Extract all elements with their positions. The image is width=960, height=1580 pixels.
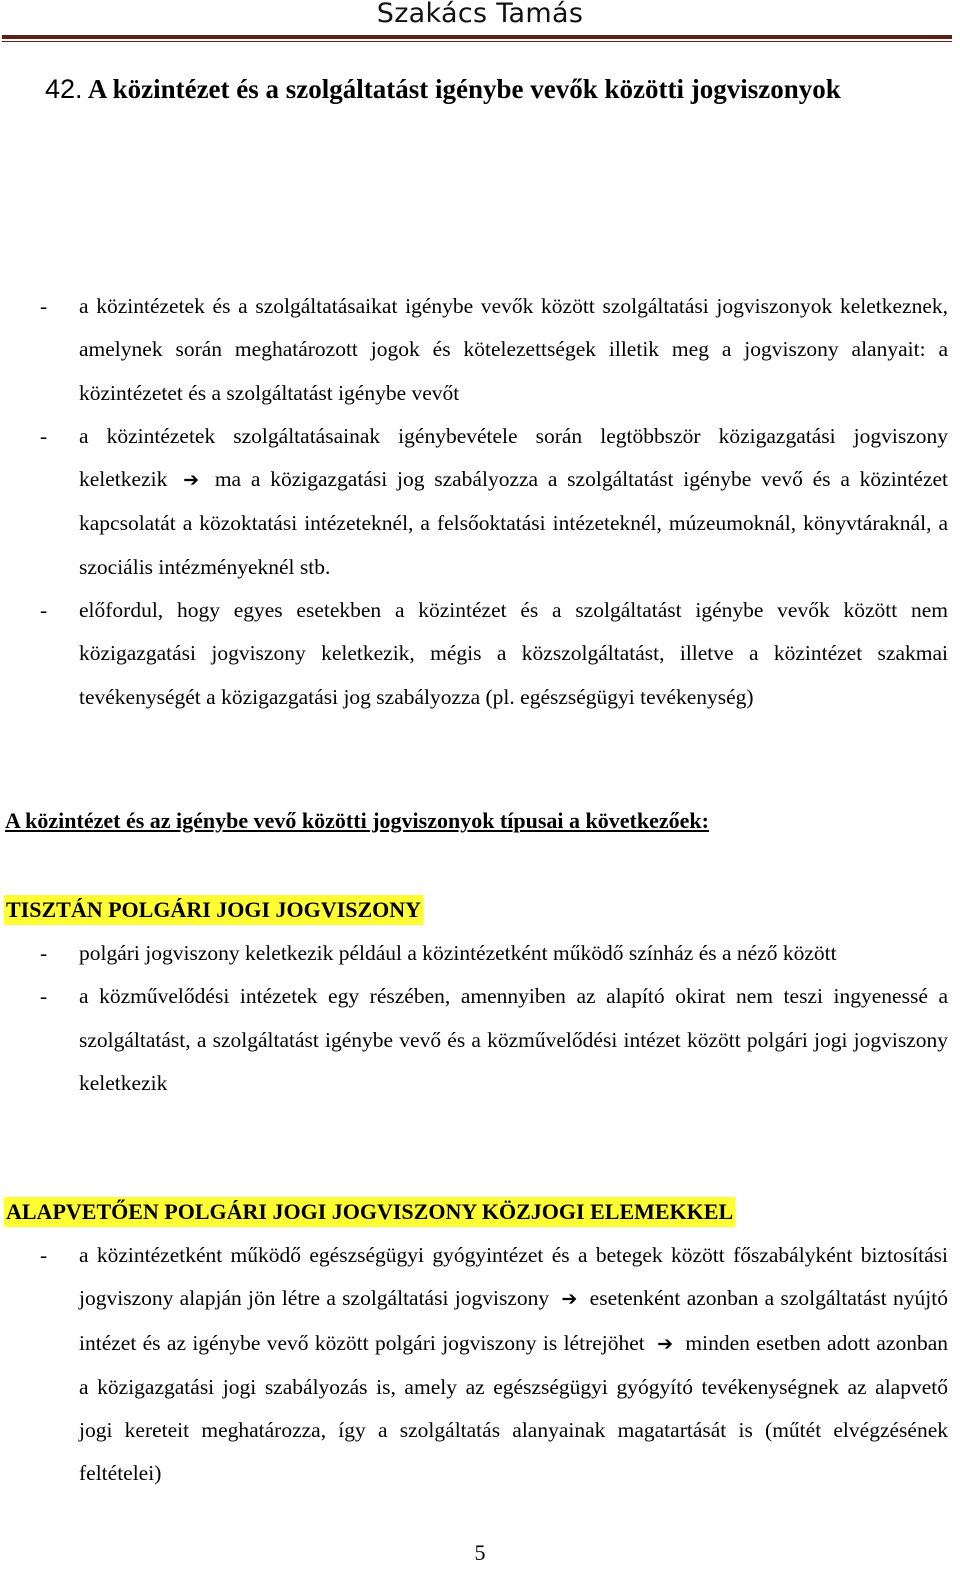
arrow-right-icon: ➔ <box>561 1288 578 1311</box>
list-item-text: minden esetben adott azonban a közigazgatási jogi szabályozás is, amely az egészségügyi gyógyító tevékenységnek az alapvető jogi kereteit meghatározza, így a szolgáltatás alanyainak magatartását is (műtét elvégzésének feltételei) <box>79 1330 949 1486</box>
list-item <box>0 975 960 1105</box>
section1-list <box>0 285 960 719</box>
section3-heading: ALAPVETŐEN POLGÁRI JOGI JOGVISZONY KÖZJOGI ELEMEKKEL <box>4 1197 735 1227</box>
list-item <box>0 415 960 589</box>
header-rule-thick <box>2 35 952 39</box>
list-item-text: a közintézetként működő egészségügyi gyógyintézet és a betegek között főszabályként biztosítási jogviszony alapján jön létre a szolgáltatási jogviszony <box>79 1243 948 1311</box>
list-item <box>0 932 960 975</box>
list-item <box>0 589 960 719</box>
section2-list <box>0 932 960 1105</box>
arrow-right-icon: ➔ <box>657 1332 674 1355</box>
header-rule-thin <box>2 41 952 42</box>
bullet-dash: - <box>40 294 48 318</box>
list-item-text: a közintézetek szolgáltatásainak igénybevétele során legtöbbször közigazgatási jogviszony keletkezik <box>79 423 948 492</box>
list-item <box>0 285 960 415</box>
list-item-text: előfordul, hogy egyes esetekben a közintézet és a szolgáltatást igénybe vevők között nem közigazgatási jogviszony keletkezik, mégis a közszolgáltatást, illetve a közintézet szakmai tevékenységét a közigazgatási jog szabályozza (pl. egészségügyi tevékenység) <box>79 598 948 709</box>
page-title <box>45 74 841 105</box>
section2-heading: TISZTÁN POLGÁRI JOGI JOGVISZONY <box>4 895 423 925</box>
arrow-right-icon: ➔ <box>183 469 200 492</box>
bullet-dash: - <box>40 423 48 448</box>
section3-list <box>0 1234 960 1496</box>
bullet-dash: - <box>40 984 48 1009</box>
list-item-text: polgári jogviszony keletkezik például a közintézetként működő színház és a néző között <box>79 941 837 965</box>
page-number: 5 <box>474 1540 486 1565</box>
bullet-dash: - <box>40 941 48 965</box>
header-author: Szakács Tamás <box>376 0 584 29</box>
list-item-text: esetenként azonban a szolgáltatást nyújtó intézet és az igénybe vevő között polgári jogviszony is létrejöhet <box>79 1286 949 1355</box>
list-item-text: a közművelődési intézetek egy részében, amennyiben az alapító okirat nem teszi ingyenessé a szolgáltatást, a szolgáltatást igénybe vevő és a közművelődési intézet között polgári jogi jogviszony keletkezik <box>79 984 948 1095</box>
list-item-text: ma a közigazgatási jog szabályozza a szolgáltatást igénybe vevő és a közintézet kapcsolatát a közoktatási intézeteknél, a felsőoktatási intézeteknél, múzeumoknál, könyvtáraknál, a szociális intézményeknél stb. <box>79 467 948 579</box>
types-heading: A közintézet és az igénybe vevő közötti jogviszonyok típusai a következőek: <box>5 808 709 833</box>
title-text: A közintézet és a szolgáltatást igénybe vevők közötti jogviszonyok <box>87 74 841 104</box>
title-number: 42. <box>45 74 83 104</box>
bullet-dash: - <box>40 1243 48 1267</box>
page-header <box>0 0 960 40</box>
bullet-dash: - <box>40 598 48 623</box>
list-item <box>0 1234 960 1496</box>
list-item-text: a közintézetek és a szolgáltatásaikat igénybe vevők között szolgáltatási jogviszonyok keletkeznek, amelynek során meghatározott jogok és kötelezettségek illetik meg a jogviszony alanyait: a közintézetet és a szolgáltatást igénybe vevőt <box>79 294 948 405</box>
